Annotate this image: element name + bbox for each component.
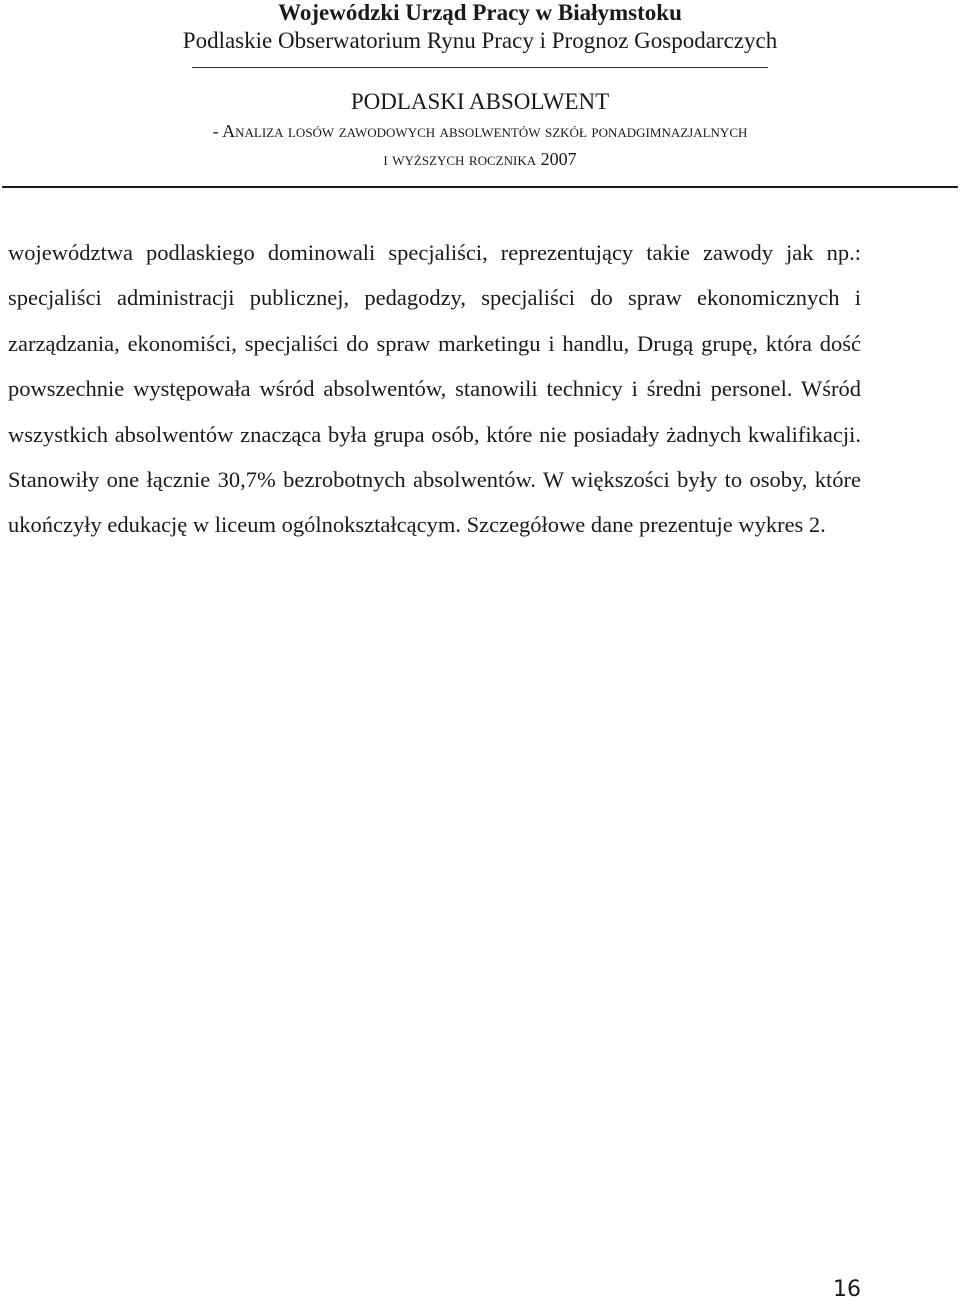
- organization-name: Wojewódzki Urząd Pracy w Białymstoku: [278, 0, 682, 25]
- report-subtitle-line2: i wyższych rocznika 2007: [383, 149, 577, 169]
- report-title: PODLASKI ABSOLWENT: [350, 89, 610, 114]
- page-number: 16: [833, 1277, 861, 1302]
- header-divider-thick: [2, 186, 958, 188]
- department-name: Podlaskie Obserwatorium Rynu Pracy i Prognoz Gospodarczych: [182, 28, 778, 53]
- report-subtitle-line1: - Analiza losów zawodowych absolwentów szkół ponadgimnazjalnych: [212, 121, 748, 141]
- header-divider-thin: [192, 67, 768, 68]
- body-paragraph: województwa podlaskiego dominowali specjaliści, reprezentujący takie zawody jak np.: specjaliści administracji publicznej, pedagodzy, specjaliści do spraw ekonomicznych i zarządzania, ekonomiści, specjaliści do spraw marketingu i handlu, Drugą grupę, która dość powszechnie występowała wśród absolwentów, stanowili technicy i średni personel. Wśród wszystkich absolwentów znacząca była grupa osób, które nie posiadały żadnych kwalifikacji. Stanowiły one łącznie 30,7% bezrobotnych absolwentów. W większości były to osoby, które ukończyły edukację w liceum ogólnokształcącym. Szczegółowe dane prezentuje wykres 2.: [8, 240, 861, 538]
